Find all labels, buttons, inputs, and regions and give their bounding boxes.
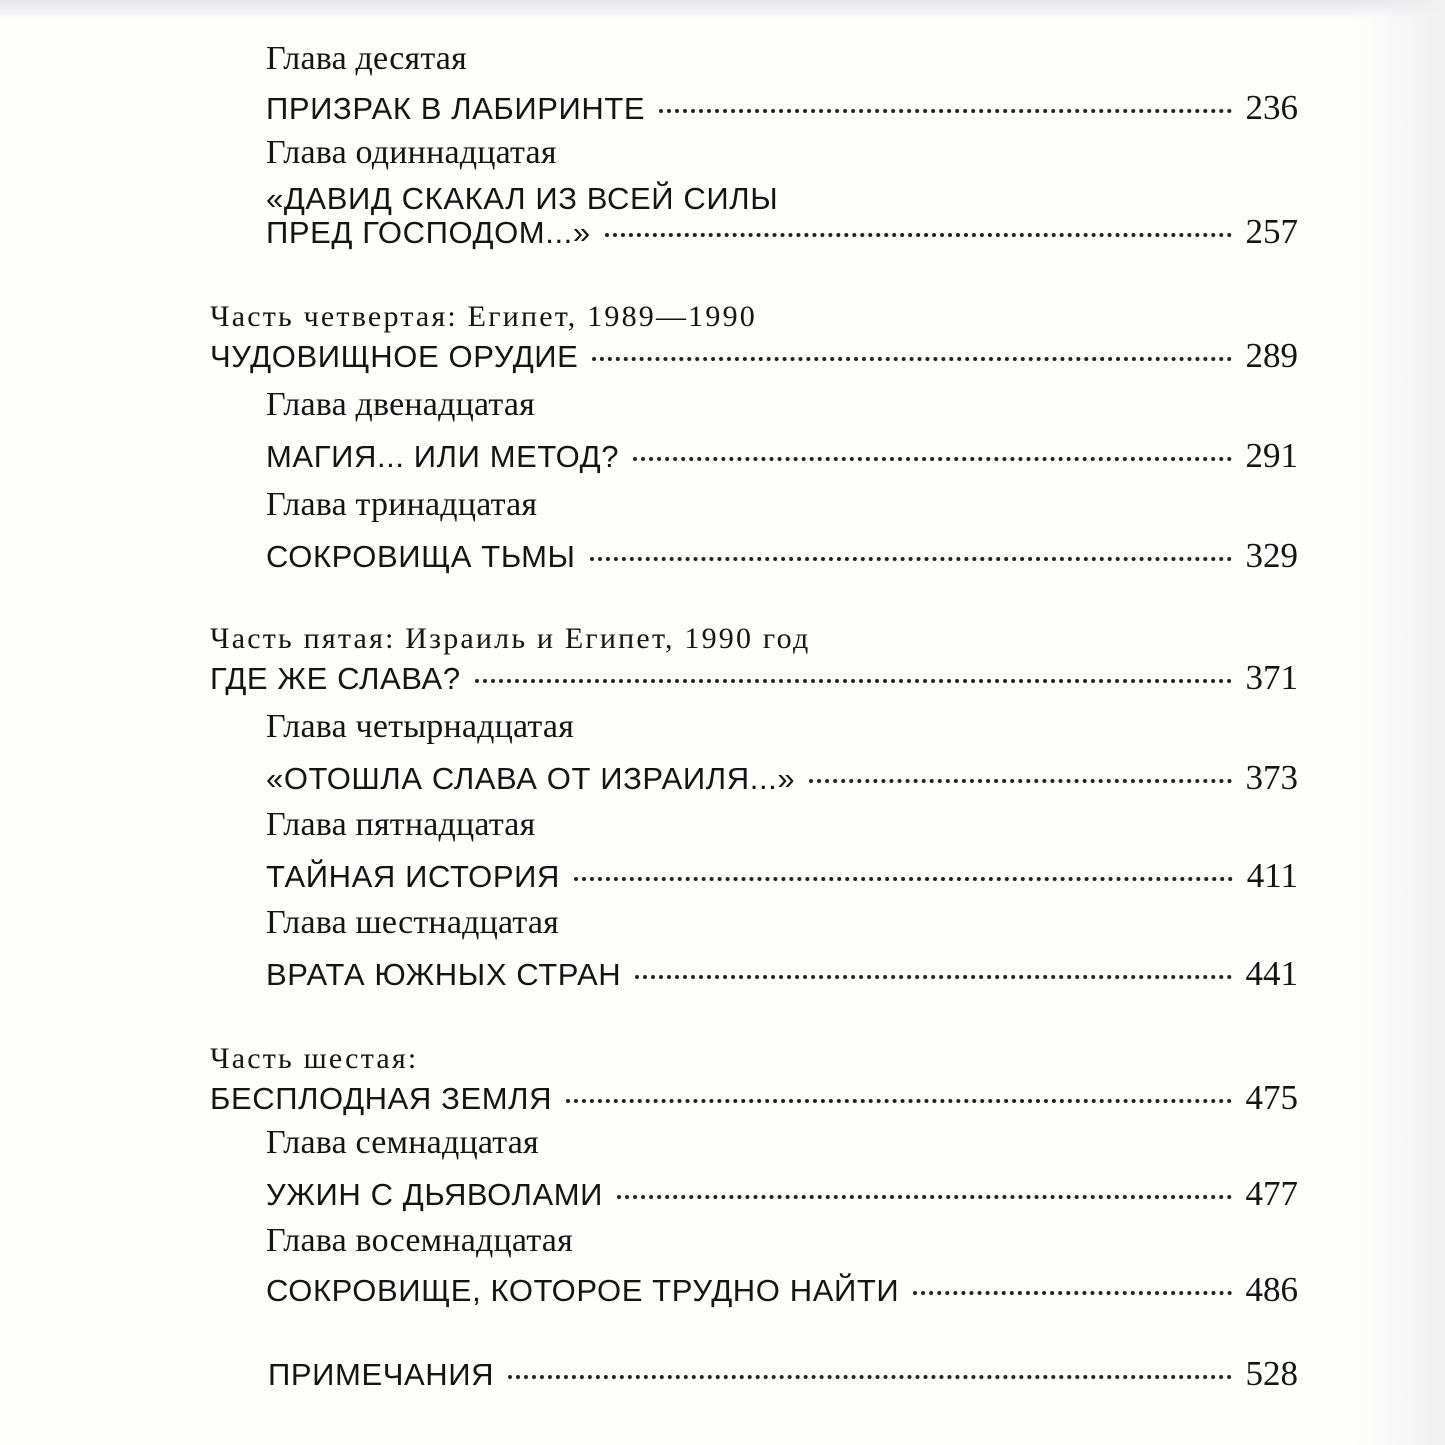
- toc-entry-chapter-13: [266, 536, 1298, 576]
- chapter-12-label: Глава двенадцатая: [266, 386, 535, 423]
- chapter-16-page: 441: [1245, 954, 1298, 993]
- chapter-17-label: Глава семнадцатая: [266, 1124, 539, 1161]
- chapter-17-page: 477: [1245, 1174, 1298, 1213]
- chapter-12-page: 291: [1245, 436, 1298, 475]
- chapter-11-title-line1: «ДАВИД СКАКАЛ ИЗ ВСЕЙ СИЛЫ: [266, 181, 779, 216]
- dot-leader: [633, 457, 1231, 461]
- chapter-11-page: 257: [1245, 212, 1298, 251]
- toc-entry-notes: [268, 1354, 1298, 1394]
- toc-entry-chapter-11: [266, 212, 1298, 252]
- toc-entry-part-5: [210, 658, 1298, 698]
- chapter-13-page: 329: [1245, 536, 1298, 575]
- chapter-10-page: 236: [1245, 88, 1298, 127]
- toc-entry-chapter-16: [266, 954, 1298, 994]
- toc-entry-chapter-10: [266, 88, 1298, 128]
- part-5-page: 371: [1245, 658, 1298, 697]
- chapter-11-label: Глава одиннадцатая: [266, 134, 557, 171]
- chapter-15-title: ТАЙНАЯ ИСТОРИЯ: [266, 859, 560, 894]
- part-4-page: 289: [1245, 336, 1298, 375]
- dot-leader: [617, 1195, 1231, 1199]
- part-5-title: ГДЕ ЖЕ СЛАВА?: [210, 661, 461, 696]
- chapter-10-title: ПРИЗРАК В ЛАБИРИНТЕ: [266, 91, 646, 126]
- chapter-14-label: Глава четырнадцатая: [266, 708, 575, 745]
- chapter-18-title: СОКРОВИЩЕ, КОТОРОЕ ТРУДНО НАЙТИ: [266, 1273, 900, 1308]
- top-shadow: [0, 0, 1445, 18]
- dot-leader: [590, 557, 1232, 561]
- toc-entry-chapter-18: [266, 1270, 1298, 1310]
- toc-entry-chapter-15: [266, 856, 1298, 896]
- chapter-12-title: МАГИЯ... ИЛИ МЕТОД?: [266, 439, 620, 474]
- dot-leader: [913, 1291, 1231, 1295]
- chapter-10-label: Глава десятая: [266, 40, 467, 77]
- toc-entry-part-6: [210, 1078, 1298, 1118]
- dot-leader: [809, 779, 1231, 783]
- chapter-17-title: УЖИН С ДЬЯВОЛАМИ: [266, 1177, 604, 1212]
- chapter-15-page: 411: [1246, 856, 1298, 895]
- notes-page: 528: [1245, 1354, 1298, 1393]
- dot-leader: [605, 233, 1232, 237]
- chapter-18-label: Глава восемнадцатая: [266, 1222, 573, 1259]
- part-4-label: Часть четвертая: Египет, 1989—1990: [210, 300, 757, 333]
- dot-leader: [659, 109, 1231, 113]
- chapter-16-label: Глава шестнадцатая: [266, 904, 560, 941]
- chapter-11-title-line2: ПРЕД ГОСПОДОМ...»: [266, 215, 591, 250]
- chapter-14-title: «ОТОШЛА СЛАВА ОТ ИЗРАИЛЯ...»: [266, 761, 796, 796]
- toc-entry-part-4: [210, 336, 1298, 376]
- toc-entry-chapter-14: [266, 758, 1298, 798]
- part-6-title: БЕСПЛОДНАЯ ЗЕМЛЯ: [210, 1081, 553, 1116]
- chapter-13-title: СОКРОВИЩА ТЬМЫ: [266, 539, 576, 574]
- chapter-15-label: Глава пятнадцатая: [266, 806, 536, 843]
- chapter-13-label: Глава тринадцатая: [266, 486, 538, 523]
- toc-entry-chapter-12: [266, 436, 1298, 476]
- part-5-label: Часть пятая: Израиль и Египет, 1990 год: [210, 622, 811, 655]
- dot-leader: [592, 357, 1231, 361]
- dot-leader: [566, 1099, 1231, 1103]
- dot-leader: [635, 975, 1231, 979]
- chapter-18-page: 486: [1245, 1270, 1298, 1309]
- toc-entry-chapter-17: [266, 1174, 1298, 1214]
- part-6-page: 475: [1245, 1078, 1298, 1117]
- dot-leader: [475, 679, 1232, 683]
- notes-title: ПРИМЕЧАНИЯ: [268, 1357, 495, 1392]
- part-4-title: ЧУДОВИЩНОЕ ОРУДИЕ: [210, 339, 579, 374]
- part-6-label: Часть шестая:: [210, 1042, 419, 1075]
- dot-leader: [574, 877, 1233, 881]
- page-edge-shading: [1355, 0, 1445, 1445]
- chapter-16-title: ВРАТА ЮЖНЫХ СТРАН: [266, 957, 622, 992]
- dot-leader: [508, 1375, 1231, 1379]
- chapter-14-page: 373: [1245, 758, 1298, 797]
